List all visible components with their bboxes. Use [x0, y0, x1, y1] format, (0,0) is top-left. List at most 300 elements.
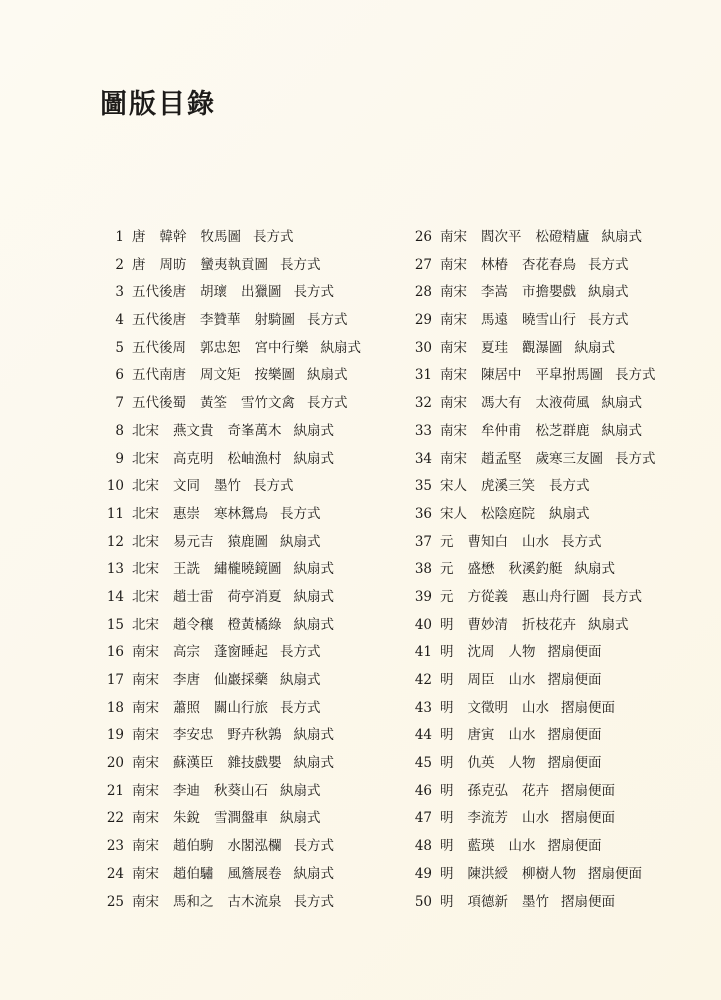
entry-number: 16 — [106, 644, 124, 661]
entry-dynasty: 明 — [440, 865, 454, 882]
entry-title: 山水 — [522, 533, 549, 550]
entry-dynasty: 南宋 — [440, 422, 467, 439]
entry-dynasty: 南宋 — [132, 644, 159, 661]
entry-number: 48 — [414, 838, 432, 855]
list-item — [406, 418, 656, 446]
entry-title: 荷亭消夏 — [227, 588, 282, 605]
list-item — [98, 529, 361, 557]
entry-artist: 唐寅 — [467, 727, 495, 744]
entry-title: 惠山舟行圖 — [522, 588, 590, 605]
entry-format: 長方式 — [307, 395, 348, 412]
entry-artist: 朱銳 — [173, 810, 200, 827]
entry-format: 紈扇式 — [320, 339, 361, 356]
entry-title: 牧馬圖 — [200, 229, 241, 245]
entry-dynasty: 五代後唐 — [132, 312, 186, 329]
entry-dynasty: 明 — [440, 644, 454, 661]
entry-number: 17 — [106, 672, 124, 688]
entry-dynasty: 南宋 — [440, 450, 467, 467]
list-item — [98, 612, 361, 640]
entry-number: 14 — [106, 588, 124, 605]
entry-number: 35 — [414, 478, 432, 495]
list-item — [98, 805, 361, 833]
entry-artist: 趙伯驌 — [173, 865, 214, 882]
entry-dynasty: 明 — [440, 699, 454, 716]
entry-title: 柳樹人物 — [522, 865, 576, 882]
entry-format: 長方式 — [601, 588, 642, 605]
entry-title: 松岫漁村 — [227, 450, 282, 467]
entry-format: 紈扇式 — [280, 810, 321, 827]
entry-format: 摺扇便面 — [547, 838, 602, 855]
entry-title: 蓬窗睡起 — [214, 644, 268, 661]
entry-dynasty: 五代後唐 — [132, 284, 186, 301]
entry-number: 6 — [115, 367, 124, 384]
entry-title: 水閣泓欄 — [227, 838, 282, 855]
entry-format: 紈扇式 — [588, 616, 629, 633]
entry-artist: 李迪 — [173, 782, 200, 799]
entry-artist: 惠崇 — [173, 505, 200, 522]
entry-number: 39 — [414, 588, 432, 605]
entry-format: 摺扇便面 — [547, 727, 602, 744]
entry-artist: 蘇漢臣 — [173, 755, 214, 772]
entry-title: 人物 — [508, 755, 536, 772]
page-title: 圖版目錄 — [100, 89, 216, 120]
entry-format: 紈扇式 — [293, 561, 334, 578]
list-item — [406, 307, 656, 335]
list-item — [406, 584, 656, 612]
entry-format: 摺扇便面 — [547, 644, 602, 661]
entry-dynasty: 南宋 — [132, 893, 159, 910]
entry-title: 曉雪山行 — [522, 312, 576, 329]
entry-title: 市擔嬰戲 — [522, 284, 576, 301]
entry-title: 雜技戲嬰 — [227, 755, 282, 772]
entry-artist: 李贊華 — [200, 312, 241, 329]
entry-dynasty: 南宋 — [132, 782, 159, 799]
entry-title: 山水 — [522, 699, 549, 716]
entry-number: 22 — [106, 810, 124, 827]
entry-number: 21 — [106, 782, 124, 799]
list-item — [406, 750, 656, 778]
entry-title: 雪竹文禽 — [241, 395, 295, 412]
entry-dynasty: 南宋 — [132, 865, 159, 882]
entry-format: 長方式 — [280, 256, 321, 273]
list-item — [406, 667, 656, 695]
entry-number: 4 — [115, 312, 124, 329]
entry-dynasty: 南宋 — [132, 755, 159, 772]
entry-format: 紈扇式 — [293, 616, 334, 633]
list-item — [406, 362, 656, 390]
entry-number: 15 — [106, 616, 124, 633]
entry-title: 折枝花卉 — [522, 616, 576, 633]
entry-artist: 趙伯駒 — [173, 838, 214, 855]
entry-format: 摺扇便面 — [561, 810, 615, 827]
entry-dynasty: 明 — [440, 755, 454, 772]
entry-number: 36 — [414, 505, 432, 522]
entry-number: 25 — [106, 893, 124, 910]
entry-format: 紈扇式 — [601, 229, 642, 245]
entry-number: 38 — [414, 561, 432, 578]
list-item — [406, 722, 656, 750]
entry-format: 紈扇式 — [280, 533, 321, 550]
list-item — [406, 279, 656, 307]
list-item — [98, 390, 361, 418]
list-item — [98, 501, 361, 529]
entry-title: 古木流泉 — [227, 893, 282, 910]
entry-number: 42 — [414, 672, 432, 688]
list-item — [98, 473, 361, 501]
entry-artist: 趙令穰 — [173, 616, 214, 633]
entry-format: 紈扇式 — [293, 865, 334, 882]
entry-artist: 李流芳 — [467, 810, 508, 827]
entry-dynasty: 元 — [440, 588, 454, 605]
entry-artist: 趙士雷 — [173, 588, 214, 605]
list-item — [406, 889, 656, 917]
entry-title: 宮中行樂 — [254, 339, 309, 356]
entry-dynasty: 唐 — [132, 229, 146, 245]
entry-artist: 仇英 — [467, 755, 495, 772]
entry-artist: 韓幹 — [159, 229, 187, 245]
entry-title: 蠻夷執貢圖 — [200, 256, 268, 273]
entry-number: 46 — [414, 782, 432, 799]
entry-format: 紈扇式 — [601, 395, 642, 412]
entry-number: 32 — [414, 395, 432, 412]
entry-artist: 趙孟堅 — [481, 450, 522, 467]
entry-dynasty: 五代南唐 — [132, 367, 186, 384]
list-item — [98, 861, 361, 889]
entry-dynasty: 明 — [440, 893, 454, 910]
entry-artist: 王詵 — [173, 561, 200, 578]
entry-format: 紈扇式 — [293, 755, 334, 772]
entry-format: 長方式 — [253, 229, 294, 245]
entry-title: 花卉 — [522, 782, 549, 799]
entry-dynasty: 南宋 — [132, 727, 159, 744]
list-item — [406, 695, 656, 723]
entry-dynasty: 明 — [440, 616, 454, 633]
entry-title: 奇峯萬木 — [227, 422, 282, 439]
entry-format: 長方式 — [561, 533, 602, 550]
entry-format: 摺扇便面 — [588, 865, 642, 882]
list-item — [98, 446, 361, 474]
entry-format: 紈扇式 — [293, 588, 334, 605]
list-item — [406, 639, 656, 667]
entry-title: 橙黃橘綠 — [227, 616, 282, 633]
entry-number: 41 — [414, 644, 432, 661]
list-item — [98, 252, 361, 280]
entry-artist: 沈周 — [467, 644, 495, 661]
entry-title: 猿鹿圖 — [227, 533, 268, 550]
list-column-left — [98, 224, 361, 916]
list-item — [406, 390, 656, 418]
entry-dynasty: 南宋 — [132, 810, 159, 827]
entry-format: 長方式 — [280, 505, 321, 522]
entry-title: 野卉秋鶉 — [227, 727, 282, 744]
entry-artist: 蕭照 — [173, 699, 200, 716]
entry-format: 摺扇便面 — [561, 782, 615, 799]
entry-number: 45 — [414, 755, 432, 772]
entry-dynasty: 北宋 — [132, 616, 159, 633]
list-item — [98, 584, 361, 612]
entry-title: 山水 — [508, 727, 536, 744]
entry-format: 紈扇式 — [293, 727, 334, 744]
entry-artist: 李安忠 — [173, 727, 214, 744]
entry-number: 11 — [106, 505, 124, 522]
entry-dynasty: 南宋 — [132, 672, 159, 688]
entry-number: 19 — [106, 727, 124, 744]
entry-title: 出獵圖 — [241, 284, 282, 301]
entry-artist: 黃筌 — [200, 395, 227, 412]
entry-dynasty: 南宋 — [440, 395, 467, 412]
list-item — [406, 612, 656, 640]
list-item — [98, 778, 361, 806]
entry-title: 寒林鴛鳥 — [214, 505, 268, 522]
entry-format: 紈扇式 — [574, 561, 615, 578]
entry-title: 松磴精廬 — [535, 229, 590, 245]
entry-number: 8 — [115, 422, 124, 439]
entry-dynasty: 唐 — [132, 256, 146, 273]
entry-format: 紈扇式 — [601, 422, 642, 439]
entry-artist: 馮大有 — [481, 395, 522, 412]
entry-dynasty: 北宋 — [132, 450, 159, 467]
entry-number: 40 — [414, 616, 432, 633]
entry-artist: 方從義 — [467, 588, 508, 605]
list-item — [406, 224, 656, 252]
entry-dynasty: 北宋 — [132, 561, 159, 578]
entry-artist: 虎溪三笑 — [481, 478, 535, 495]
entry-artist: 周臣 — [467, 672, 495, 688]
entry-artist: 易元吉 — [173, 533, 214, 550]
entry-dynasty: 明 — [440, 782, 454, 799]
entry-dynasty: 五代後周 — [132, 339, 186, 356]
list-item — [98, 667, 361, 695]
entry-title: 秋溪釣艇 — [508, 561, 563, 578]
entry-format: 紈扇式 — [293, 450, 334, 467]
list-item — [406, 556, 656, 584]
entry-title: 山水 — [508, 838, 536, 855]
list-item — [406, 473, 656, 501]
entry-artist: 高宗 — [173, 644, 200, 661]
entry-artist: 馬遠 — [481, 312, 508, 329]
entry-dynasty: 明 — [440, 810, 454, 827]
entry-artist: 周昉 — [159, 256, 187, 273]
entry-number: 23 — [106, 838, 124, 855]
entry-format: 長方式 — [615, 367, 656, 384]
entry-title: 歲寒三友圖 — [535, 450, 603, 467]
entry-artist: 曹知白 — [467, 533, 508, 550]
entry-dynasty: 南宋 — [132, 699, 159, 716]
entry-title: 太液荷風 — [535, 395, 590, 412]
entry-dynasty: 南宋 — [132, 838, 159, 855]
entry-artist: 項德新 — [467, 893, 508, 910]
entry-title: 杏花春鳥 — [522, 256, 576, 273]
entry-title: 風簷展卷 — [227, 865, 282, 882]
list-item — [406, 805, 656, 833]
entry-artist: 陳洪綬 — [467, 865, 508, 882]
entry-artist: 曹妙清 — [467, 616, 508, 633]
entry-number: 33 — [414, 422, 432, 439]
entry-format: 紈扇式 — [307, 367, 348, 384]
entry-artist: 盛懋 — [467, 561, 495, 578]
entry-format: 長方式 — [293, 838, 334, 855]
entry-number: 20 — [106, 755, 124, 772]
entry-format: 紈扇式 — [588, 284, 629, 301]
list-item — [406, 446, 656, 474]
entry-number: 50 — [414, 893, 432, 910]
entry-number: 13 — [106, 561, 124, 578]
entry-number: 3 — [115, 284, 124, 301]
entry-title: 觀瀑圖 — [522, 339, 563, 356]
entry-number: 26 — [414, 229, 432, 245]
entry-artist: 周文矩 — [200, 367, 241, 384]
list-item — [98, 556, 361, 584]
entry-format: 長方式 — [280, 699, 321, 716]
entry-title: 秋葵山石 — [214, 782, 268, 799]
entry-dynasty: 五代後蜀 — [132, 395, 186, 412]
entry-number: 29 — [414, 312, 432, 329]
entry-format: 摺扇便面 — [561, 893, 615, 910]
entry-format: 長方式 — [293, 893, 334, 910]
entry-title: 平皐拊馬圖 — [535, 367, 603, 384]
list-item — [98, 279, 361, 307]
list-item — [406, 501, 656, 529]
entry-artist: 陳居中 — [481, 367, 522, 384]
entry-format: 紈扇式 — [293, 422, 334, 439]
list-item — [98, 224, 361, 252]
entry-number: 44 — [414, 727, 432, 744]
entry-artist: 閻次平 — [481, 229, 522, 245]
entry-dynasty: 南宋 — [440, 284, 467, 301]
entry-title: 關山行旅 — [214, 699, 268, 716]
entry-title: 射騎圖 — [254, 312, 295, 329]
list-item — [98, 639, 361, 667]
entry-dynasty: 明 — [440, 838, 454, 855]
entry-artist: 胡瓌 — [200, 284, 227, 301]
entry-dynasty: 南宋 — [440, 229, 467, 245]
list-column-right — [406, 224, 656, 916]
entry-artist: 馬和之 — [173, 893, 214, 910]
list-item — [98, 307, 361, 335]
entry-dynasty: 北宋 — [132, 478, 159, 495]
entry-artist: 夏珪 — [481, 339, 508, 356]
list-item — [98, 722, 361, 750]
entry-format: 長方式 — [615, 450, 656, 467]
entry-title: 山水 — [508, 672, 536, 688]
entry-format: 紈扇式 — [280, 782, 321, 799]
entry-format: 長方式 — [588, 312, 629, 329]
entry-title: 墨竹 — [214, 478, 241, 495]
entry-dynasty: 宋人 — [440, 478, 467, 495]
entry-format: 摺扇便面 — [547, 755, 602, 772]
list-item — [98, 418, 361, 446]
entry-number: 47 — [414, 810, 432, 827]
entry-number: 2 — [115, 256, 124, 273]
entry-artist: 文徵明 — [467, 699, 508, 716]
entry-dynasty: 南宋 — [440, 367, 467, 384]
entry-number: 10 — [106, 478, 124, 495]
entry-dynasty: 北宋 — [132, 533, 159, 550]
list-item — [98, 335, 361, 363]
entry-title: 墨竹 — [522, 893, 549, 910]
entry-dynasty: 明 — [440, 672, 454, 688]
entry-number: 43 — [414, 699, 432, 716]
entry-format: 紈扇式 — [280, 672, 321, 688]
entry-number: 18 — [106, 699, 124, 716]
entry-number: 12 — [106, 533, 124, 550]
entry-number: 30 — [414, 339, 432, 356]
entry-dynasty: 明 — [440, 727, 454, 744]
list-item — [406, 861, 656, 889]
entry-artist: 孫克弘 — [467, 782, 508, 799]
entry-number: 31 — [414, 367, 432, 384]
entry-title: 山水 — [522, 810, 549, 827]
entry-format: 長方式 — [588, 256, 629, 273]
entry-dynasty: 北宋 — [132, 422, 159, 439]
entry-artist: 高克明 — [173, 450, 214, 467]
list-item — [406, 252, 656, 280]
entry-number: 49 — [414, 865, 432, 882]
entry-format: 長方式 — [253, 478, 294, 495]
entry-title: 松芝群鹿 — [535, 422, 590, 439]
entry-number: 1 — [115, 229, 124, 245]
entry-format: 長方式 — [280, 644, 321, 661]
entry-number: 28 — [414, 284, 432, 301]
entry-dynasty: 南宋 — [440, 339, 467, 356]
entry-artist: 文同 — [173, 478, 200, 495]
entry-number: 5 — [115, 339, 124, 356]
list-item — [98, 833, 361, 861]
list-item — [98, 889, 361, 917]
entry-dynasty: 元 — [440, 533, 454, 550]
entry-artist: 李唐 — [173, 672, 200, 688]
entry-title: 紈扇式 — [549, 505, 590, 522]
list-item — [98, 750, 361, 778]
entry-title: 長方式 — [549, 478, 590, 495]
entry-format: 摺扇便面 — [561, 699, 615, 716]
entry-number: 7 — [115, 395, 124, 412]
entry-format: 長方式 — [293, 284, 334, 301]
entry-number: 9 — [115, 450, 124, 467]
entry-number: 37 — [414, 533, 432, 550]
entry-artist: 林椿 — [481, 256, 508, 273]
entry-format: 紈扇式 — [574, 339, 615, 356]
entry-dynasty: 元 — [440, 561, 454, 578]
entry-dynasty: 南宋 — [440, 256, 467, 273]
entry-artist: 藍瑛 — [467, 838, 495, 855]
list-item — [98, 362, 361, 390]
entry-dynasty: 宋人 — [440, 505, 467, 522]
entry-artist: 松陰庭院 — [481, 505, 535, 522]
entry-number: 34 — [414, 450, 432, 467]
entry-number: 24 — [106, 865, 124, 882]
list-item — [406, 778, 656, 806]
entry-format: 長方式 — [307, 312, 348, 329]
list-item — [98, 695, 361, 723]
list-item — [406, 833, 656, 861]
entry-dynasty: 南宋 — [440, 312, 467, 329]
entry-artist: 牟仲甫 — [481, 422, 522, 439]
entry-title: 仙巖採藥 — [214, 672, 268, 688]
entry-format: 摺扇便面 — [547, 672, 602, 688]
entry-artist: 郭忠恕 — [200, 339, 241, 356]
entry-artist: 燕文貴 — [173, 422, 214, 439]
entry-title: 繡櫳曉鏡圖 — [214, 561, 282, 578]
entry-dynasty: 北宋 — [132, 588, 159, 605]
entry-title: 按樂圖 — [254, 367, 295, 384]
list-item — [406, 335, 656, 363]
entry-number: 27 — [414, 256, 432, 273]
entry-dynasty: 北宋 — [132, 505, 159, 522]
entry-title: 人物 — [508, 644, 536, 661]
entry-artist: 李嵩 — [481, 284, 508, 301]
entry-title: 雪澗盤車 — [214, 810, 268, 827]
